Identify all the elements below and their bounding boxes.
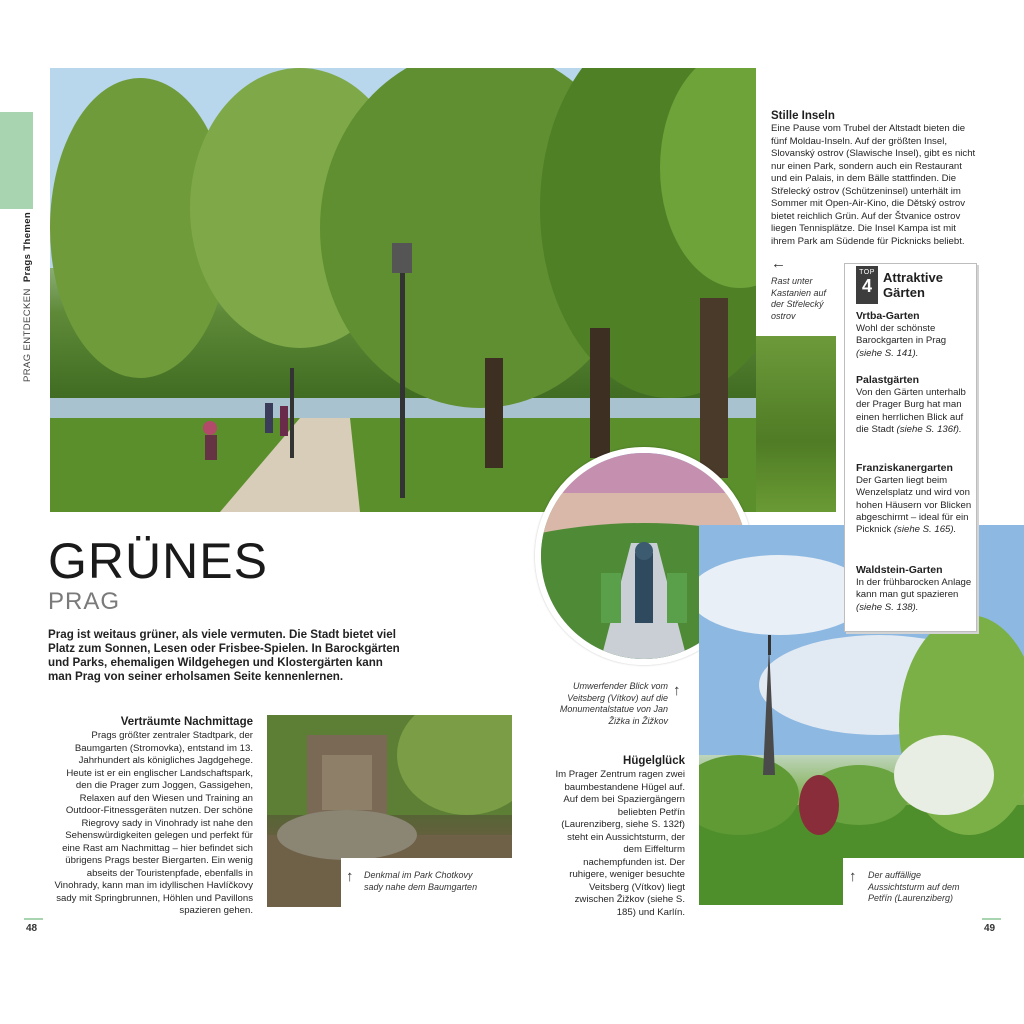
- arrow-up-icon: ↑: [673, 682, 681, 699]
- page-number-left: 48: [26, 923, 38, 934]
- top4-badge: [856, 266, 878, 304]
- top4-item: [856, 374, 972, 436]
- top4-badge-label: TOP: [859, 269, 875, 276]
- section-body: Eine Pause vom Trubel der Altstadt bieten die fünf Moldau-Inseln. Auf der größten Insel, Slovanský ostrov (Slawische Insel), gibt es nicht nur einen Park, sondern auch ein Restaurant und ein Palais, in dem Bälle stattfinden. Die Střelecký ostrov (Schützeninsel) unterhält im Sommer mit Open-Air-Kino, die Dětský ostrov bietet reichlich Grün. Auf der Štvanice ostrov liegen Tennisplätze. Die Insel Kampa ist mit ihrem Park am Südende für Picknicks beliebt.: [771, 123, 976, 247]
- page-title: GRÜNES: [48, 533, 268, 589]
- top4-title: Attraktive Gärten: [883, 270, 943, 300]
- arrow-up-icon: ↑: [346, 868, 354, 885]
- section-heading: Verträumte Nachmittage: [120, 716, 253, 728]
- section-body: Prags größter zentraler Stadtpark, der Baumgarten (Stromovka), entstand im 13. Jahrhundert als königliches Jagdgehege. Heute ist er ein englischer Landschaftspark, den die Prager zum Joggen, Gassigehen, Relaxen auf den Wiesen und Training an Outdoor-Fitnessgeräten nutzen. Der schöne Riegrovy sady in Vinohrady ist nahe den Sehenswürdigkeiten gelegen und perfekt für eine Rast am Nachmittag – hier befindet sich übrigens Prags bester Biergarten. Ein wenig abseits der Touristenpfade, ebenfalls in Vinohrady, kann man im idyllischen Havlíčkovy sady mit Springbrunnen, Höhlen und Pavillons spazieren gehen.: [54, 730, 253, 916]
- section-body: Im Prager Zentrum ragen zwei baumbestandene Hügel auf. Auf dem bei Spaziergängern beliebten Petřín (Laurenziberg, siehe S. 132f) steht ein Aussichtsturm, der dem Eiffelturm nachempfunden ist. Der ruhigere, weniger besuchte Veitsberg (Vítkov) liegt zwischen Žižkov (siehe S. 185) und Karlín.: [555, 769, 685, 918]
- section-label: PRAG ENTDECKEN: [22, 288, 33, 382]
- park-photo: [50, 68, 756, 512]
- section-running-head: [22, 212, 33, 382]
- top4-item-name: Franziskanergarten: [856, 462, 953, 474]
- page-reference: (siehe S. 136f).: [896, 423, 962, 435]
- section-heading: Hügelglück: [623, 755, 685, 767]
- top4-badge-number: 4: [861, 276, 872, 296]
- photo-caption: Der auffällige Aussichtsturm auf dem Petřín (Laurenziberg): [868, 870, 960, 903]
- top4-item-desc: Wohl der schönste Barockgarten in Prag (siehe S. 141).: [856, 323, 947, 359]
- page-reference: (siehe S. 141).: [856, 347, 919, 359]
- top4-item-name: Palastgärten: [856, 374, 920, 386]
- photo-caption: Rast unter Kastanien auf der Střelecký ostrov: [771, 276, 827, 321]
- page-reference: (siehe S. 165).: [893, 524, 957, 536]
- top4-item-name: Vrtba-Garten: [856, 310, 920, 322]
- section-heading: Stille Inseln: [771, 110, 835, 122]
- top4-item-desc: In der frühbarocken Anlage kann man gut spazieren (siehe S. 138).: [856, 577, 972, 613]
- section-color-tab: [0, 112, 33, 209]
- top4-item: [856, 462, 972, 536]
- page-number-rule: [982, 918, 1001, 920]
- intro-paragraph: Prag ist weitaus grüner, als viele vermuten. Die Stadt bietet viel Platz zum Sonnen, Lesen oder Frisbee-Spielen. In Barockgärten und Parks, ehemaligen Wildgehegen und Klostergärten kann man Prag von seiner erholsamen Seite kennenlernen.: [48, 628, 400, 683]
- arrow-left-icon: ←: [771, 255, 786, 272]
- top4-item-desc: Von den Gärten unterhalb der Prager Burg hat man einen herrlichen Blick auf die Stadt (siehe S. 136f).: [856, 387, 966, 435]
- page-reference: (siehe S. 138).: [856, 601, 919, 613]
- page-number-right: 49: [984, 923, 996, 934]
- top4-item-name: Waldstein-Garten: [856, 564, 943, 576]
- top4-item: [856, 310, 972, 360]
- page-number-rule: [24, 918, 43, 920]
- park-photo-extension: [756, 336, 836, 512]
- top4-item-desc: Der Garten liegt beim Wenzelsplatz und wird von hohen Häusern vor Blicken abgeschirmt – ideal für ein Picknick (siehe S. 165).: [856, 475, 972, 536]
- photo-caption: Denkmal im Park Chotkovy sady nahe dem Baumgarten: [364, 870, 478, 892]
- section-title: Prags Themen: [22, 211, 33, 283]
- arrow-up-icon: ↑: [849, 868, 857, 885]
- photo-caption: Umwerfender Blick vom Veitsberg (Vítkov) auf die Monumentalstatue von Jan Žižka in Žižkov: [559, 681, 668, 726]
- page-subtitle: PRAG: [48, 588, 121, 615]
- top4-item: [856, 564, 972, 614]
